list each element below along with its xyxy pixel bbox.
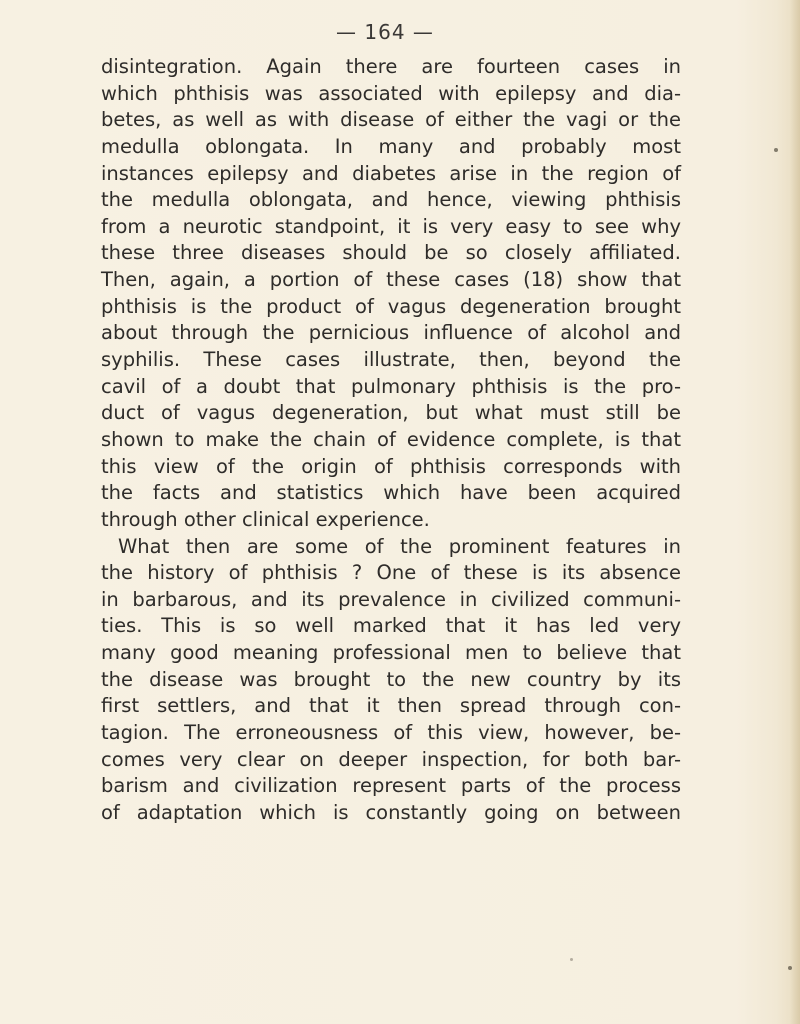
text-line: comes very clear on deeper inspection, for both bar- xyxy=(101,747,681,771)
text-line: duct of vagus degeneration, but what must still be xyxy=(101,401,681,425)
text-line: barism and civilization represent parts of the process xyxy=(101,774,681,798)
text-line: this view of the origin of phthisis corresponds with xyxy=(101,454,681,478)
text-line: about through the pernicious influence of alcohol and xyxy=(101,321,681,345)
text-line: the history of phthisis ? One of these is its absence xyxy=(101,561,681,585)
paper-speck xyxy=(788,966,792,970)
text-line: instances epilepsy and diabetes arise in the region of xyxy=(101,161,681,185)
text-line: these three diseases should be so closely affiliated. xyxy=(101,241,681,265)
body-text xyxy=(101,54,681,827)
text-line: many good meaning professional men to believe that xyxy=(101,641,681,665)
text-line: What then are some of the prominent features in xyxy=(118,534,681,558)
text-line: the medulla oblongata, and hence, viewing phthisis xyxy=(101,188,681,212)
page-number: — 164 — xyxy=(336,20,434,44)
text-line: the disease was brought to the new country by its xyxy=(101,667,681,691)
text-line: of adaptation which is constantly going on between xyxy=(101,800,681,824)
text-line: ties. This is so well marked that it has led very xyxy=(101,614,681,638)
text-line: the facts and statistics which have been acquired xyxy=(101,481,681,505)
text-line: which phthisis was associated with epilepsy and dia- xyxy=(101,81,681,105)
paper-speck xyxy=(774,148,778,152)
text-line: syphilis. These cases illustrate, then, beyond the xyxy=(101,348,681,372)
text-line: cavil of a doubt that pulmonary phthisis is the pro- xyxy=(101,374,681,398)
text-line: first settlers, and that it then spread through con- xyxy=(101,694,681,718)
text-line: medulla oblongata. In many and probably most xyxy=(101,134,681,158)
text-line: in barbarous, and its prevalence in civilized communi- xyxy=(101,587,681,611)
page-edge-shadow xyxy=(790,0,800,1024)
text-line: shown to make the chain of evidence complete, is that xyxy=(101,427,681,451)
text-line: phthisis is the product of vagus degeneration brought xyxy=(101,294,681,318)
text-line: betes, as well as with disease of either the vagi or the xyxy=(101,108,681,132)
text-line: through other clinical experience. xyxy=(101,507,430,531)
text-line: disintegration. Again there are fourteen cases in xyxy=(101,55,681,78)
text-line: tagion. The erroneousness of this view, however, be- xyxy=(101,721,681,745)
text-line: Then, again, a portion of these cases (18) show that xyxy=(101,268,681,292)
text-line: from a neurotic standpoint, it is very easy to see why xyxy=(101,214,681,238)
paper-speck xyxy=(570,958,573,961)
